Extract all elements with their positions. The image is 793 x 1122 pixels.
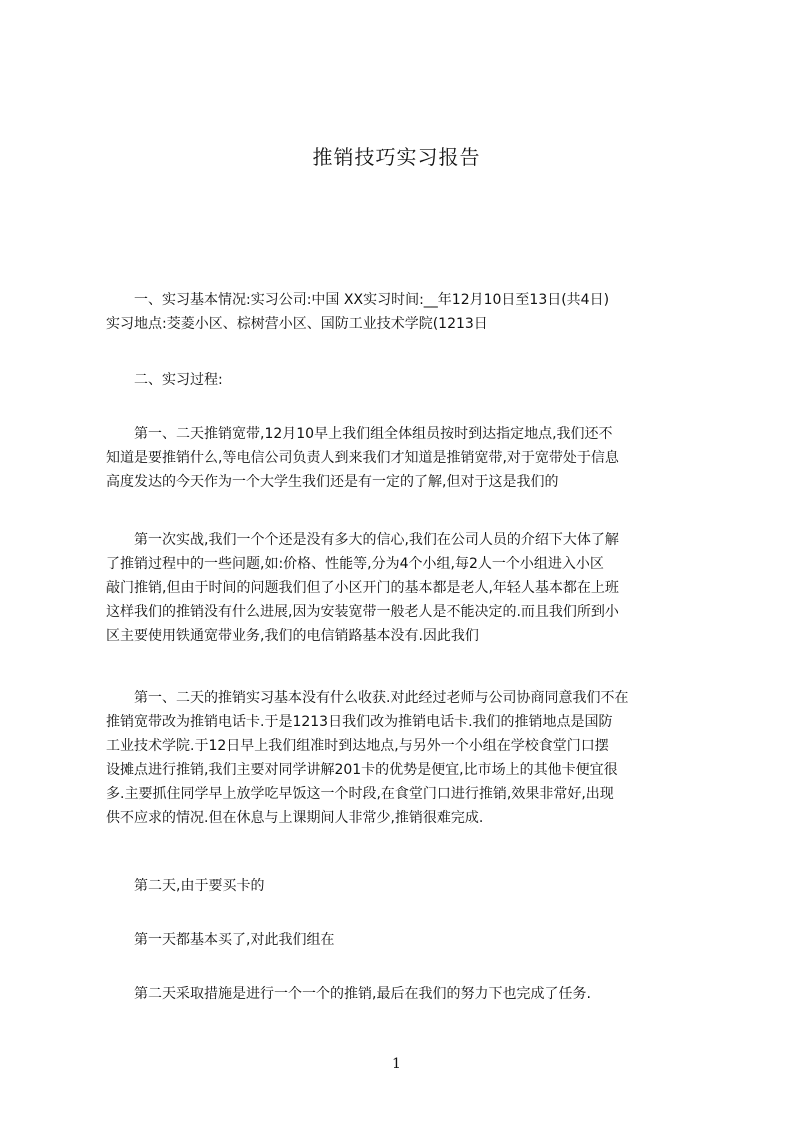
paragraph-phone-cards <box>106 686 706 830</box>
text-line: 实习地点:茭菱小区、棕树营小区、国防工业技术学院(1213日 <box>106 316 488 332</box>
document-title: 推销技巧实习报告 <box>312 145 481 169</box>
text-line: 设摊点进行推销,我们主要对同学讲解201卡的优势是便宜,比市场上的其他卡便宜很 <box>106 762 618 778</box>
text-line: 第一、二天的推销实习基本没有什么收获.对此经过老师与公司协商同意我们不在 <box>134 690 629 706</box>
text-line: 二、实习过程: <box>134 372 223 388</box>
text-line: 高度发达的今天作为一个大学生我们还是有一定的了解,但对于这是我们的 <box>106 474 559 490</box>
text-line: 第二天采取措施是进行一个一个的推销,最后在我们的努力下也完成了任务. <box>134 986 591 1002</box>
text-line: 一、实习基本情况:实习公司:中国 XX实习时间:__年12月10日至13日(共4日) <box>134 292 610 308</box>
text-line: 区主要使用铁通宽带业务,我们的电信销路基本没有.因此我们 <box>106 628 479 644</box>
text-line: 推销宽带改为推销电话卡.于是1213日我们改为推销电话卡.我们的推销地点是国防 <box>106 714 613 730</box>
page-number: 1 <box>392 1056 401 1072</box>
text-line: 供不应求的情况.但在休息与上课期间人非常少,推销很难完成. <box>106 810 484 826</box>
text-line: 第二天,由于要买卡的 <box>134 878 265 894</box>
section-heading-process <box>106 368 706 392</box>
paragraph-basic-info <box>106 288 706 336</box>
text-line: 这样我们的推销没有什么进展,因为安装宽带一般老人是不能决定的.而且我们所到小 <box>106 604 619 620</box>
text-line: 第一、二天推销宽带,12月10早上我们组全体组员按时到达指定地点,我们还不 <box>134 426 613 442</box>
text-line: 知道是要推销什么,等电信公司负责人到来我们才知道是推销宽带,对于宽带处于信息 <box>106 450 619 466</box>
text-line: 第一次实战,我们一个个还是没有多大的信心,我们在公司人员的介绍下大体了解 <box>134 532 619 548</box>
text-line: 多.主要抓住同学早上放学吃早饭这一个时段,在食堂门口进行推销,效果非常好,出现 <box>106 786 614 802</box>
paragraph-first-day <box>106 928 706 952</box>
text-line: 工业技术学院.于12日早上我们组准时到达地点,与另外一个小组在学校食堂门口摆 <box>106 738 609 754</box>
paragraph-second-day <box>106 874 706 898</box>
text-line: 敲门推销,但由于时间的问题我们但了小区开门的基本都是老人,年轻人基本都在上班 <box>106 580 619 596</box>
paragraph-first-attempt <box>106 528 706 648</box>
paragraph-broadband-days <box>106 422 706 494</box>
text-line: 第一天都基本买了,对此我们组在 <box>134 932 335 948</box>
paragraph-second-day-measures <box>106 982 706 1006</box>
text-line: 了推销过程中的一些问题,如:价格、性能等,分为4个小组,每2人一个小组进入小区 <box>106 556 604 572</box>
